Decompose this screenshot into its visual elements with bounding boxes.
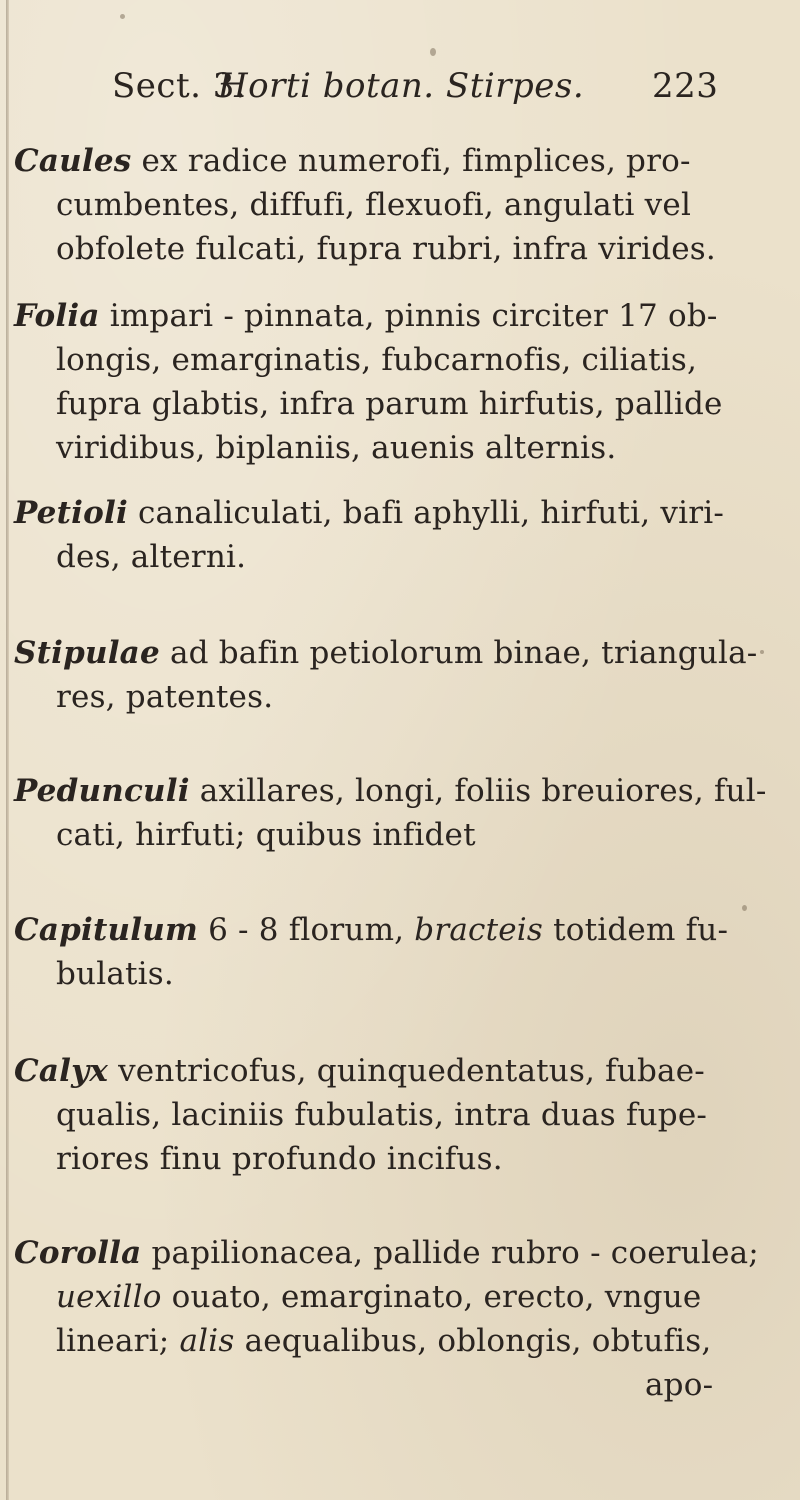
- entry-text: 6 - 8 florum,: [208, 912, 405, 948]
- entry-line: res, patentes.: [56, 679, 274, 715]
- header-title: Horti botan. Stirpes.: [218, 66, 585, 106]
- entry-line: [56, 1323, 711, 1359]
- entry-line: [14, 773, 767, 809]
- entry-term: Caules: [14, 143, 132, 179]
- ink-speck: [120, 14, 125, 19]
- entry-text: papilionacea, pallide rubro - coerulea;: [151, 1235, 759, 1271]
- entry-line: [14, 1053, 705, 1089]
- entry-term: Capitulum: [14, 912, 198, 948]
- section-label: Sect. 3.: [112, 66, 247, 106]
- entry-text: lineari;: [56, 1323, 170, 1359]
- entry-subterm: bracteis: [414, 912, 544, 948]
- catchword: apo-: [645, 1367, 714, 1403]
- ink-speck: [742, 905, 747, 911]
- page-edge-shadow: [6, 0, 9, 1500]
- entry-line: viridibus, biplaniis, auenis alternis.: [56, 430, 617, 466]
- entry-text: impari - pinnata, pinnis circiter 17 ob-: [109, 298, 718, 334]
- entry-text: totidem fu-: [553, 912, 729, 948]
- entry-text: canaliculati, bafi aphylli, hirfuti, viri-: [138, 495, 725, 531]
- entry-line: des, alterni.: [56, 539, 247, 575]
- entry-text: ex radice numerofi, fimplices, pro-: [141, 143, 691, 179]
- ink-speck: [430, 48, 436, 56]
- running-header: [112, 66, 719, 110]
- entry-line: bulatis.: [56, 956, 174, 992]
- entry-text: ventricofus, quinquedentatus, fubae-: [118, 1053, 705, 1089]
- entry-line: obfolete fulcati, fupra rubri, infra virides.: [56, 231, 716, 267]
- entry-line: cumbentes, diffufi, flexuofi, angulati vel: [56, 187, 692, 223]
- entry-line: [14, 635, 757, 671]
- entry-term: Folia: [14, 298, 100, 334]
- entry-term: Calyx: [14, 1053, 109, 1089]
- entry-line: riores finu profundo incifus.: [56, 1141, 503, 1177]
- entry-line: [14, 298, 718, 334]
- entry-term: Petioli: [14, 495, 128, 531]
- entry-subterm: uexillo: [56, 1279, 162, 1315]
- entry-term: Corolla: [14, 1235, 142, 1271]
- page-number: 223: [652, 66, 719, 106]
- entry-text: aequalibus, oblongis, obtufis,: [244, 1323, 712, 1359]
- entry-subterm: alis: [179, 1323, 235, 1359]
- entry-term: Pedunculi: [14, 773, 190, 809]
- entry-text: axillares, longi, foliis breuiores, ful-: [199, 773, 767, 809]
- entry-line: [14, 495, 724, 531]
- entry-line: qualis, laciniis fubulatis, intra duas fupe-: [56, 1097, 708, 1133]
- entry-text: ad bafin petiolorum binae, triangula-: [169, 635, 758, 671]
- entry-line: cati, hirfuti; quibus infidet: [56, 817, 476, 853]
- entry-text: ouato, emarginato, erecto, vngue: [171, 1279, 702, 1315]
- entry-term: Stipulae: [14, 635, 160, 671]
- entry-line: longis, emarginatis, fubcarnofis, ciliatis,: [56, 342, 698, 378]
- entry-line: [14, 912, 728, 948]
- entry-line: [14, 1235, 759, 1271]
- entry-line: [14, 143, 691, 179]
- entry-line: fupra glabtis, infra parum hirfutis, pallide: [56, 386, 723, 422]
- ink-speck: [760, 650, 764, 654]
- entry-line: [56, 1279, 701, 1315]
